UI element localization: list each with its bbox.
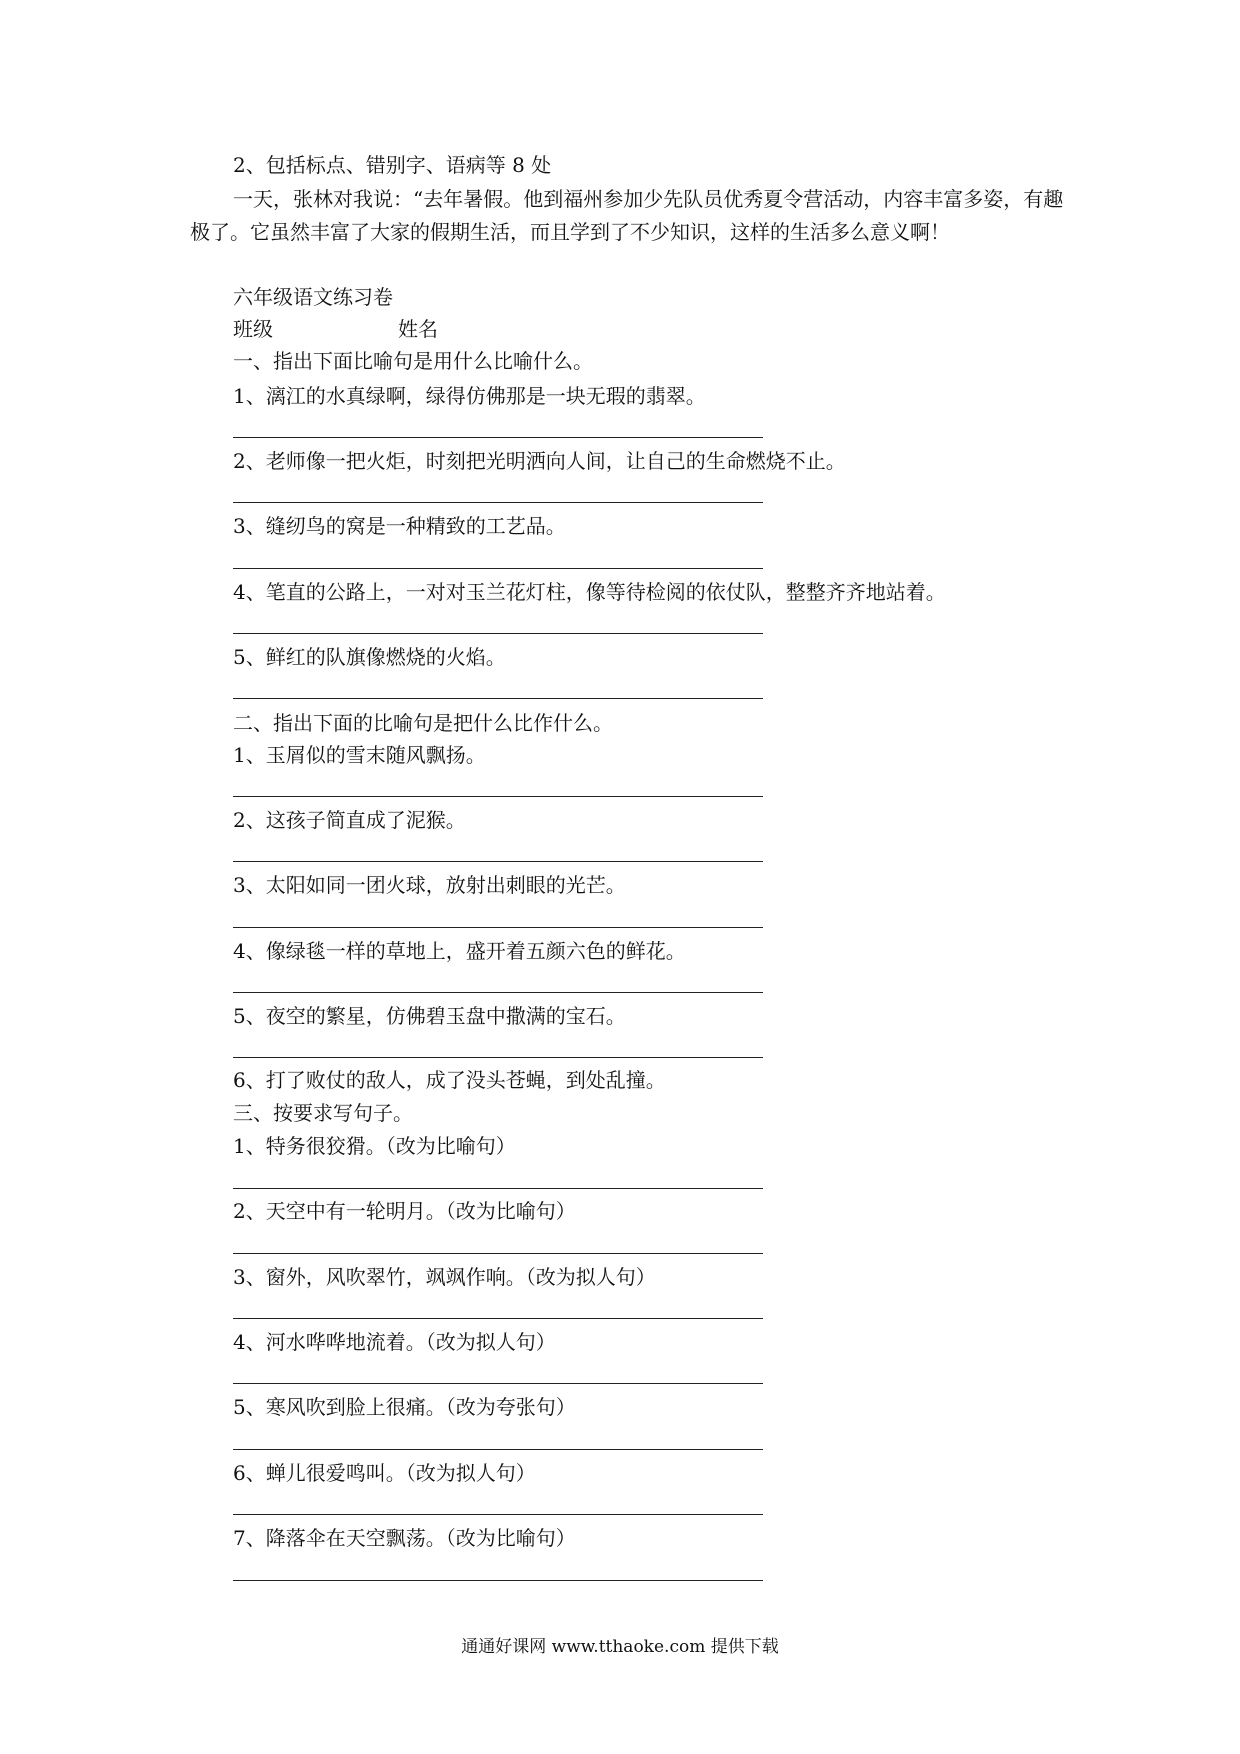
answer-line[interactable] (233, 1318, 763, 1319)
section-3-item-6: 6、蝉儿很爱鸣叫。（改为拟人句） (233, 1461, 536, 1485)
section-2-heading: 二、指出下面的比喻句是把什么比作什么。 (233, 711, 613, 735)
section-2-item-5: 5、夜空的繁星，仿佛碧玉盘中撒满的宝石。 (233, 1004, 626, 1028)
section-3-item-2: 2、天空中有一轮明月。（改为比喻句） (233, 1199, 576, 1223)
answer-line[interactable] (233, 1253, 763, 1254)
section-3-item-7: 7、降落伞在天空飘荡。（改为比喻句） (233, 1526, 576, 1550)
section-1-item-4: 4、笔直的公路上，一对对玉兰花灯柱，像等待检阅的依仗队，整整齐齐地站着。 (233, 580, 946, 604)
answer-line[interactable] (233, 568, 763, 569)
section-3-item-4: 4、河水哗哗地流着。（改为拟人句） (233, 1330, 556, 1354)
answer-line[interactable] (233, 1580, 763, 1581)
section-2-item-1: 1、玉屑似的雪末随风飘扬。 (233, 743, 486, 767)
worksheet-title: 六年级语文练习卷 (233, 285, 393, 309)
section-2-item-2: 2、这孩子简直成了泥猴。 (233, 808, 466, 832)
answer-line[interactable] (233, 1449, 763, 1450)
answer-line[interactable] (233, 437, 763, 438)
correction-paragraph-text: 一天，张林对我说：“去年暑假。他到福州参加少先队员优秀夏令营活动，内容丰富多姿，有趣极了。它虽然丰富了大家的假期生活，而且学到了不少知识，这样的生活多么意义啊！ (190, 187, 1064, 244)
section-2-item-3: 3、太阳如同一团火球，放射出刺眼的光芒。 (233, 873, 626, 897)
section-1-item-1: 1、漓江的水真绿啊，绿得仿佛那是一块无瑕的翡翠。 (233, 384, 706, 408)
answer-line[interactable] (233, 1057, 763, 1058)
section-3-item-3: 3、窗外，风吹翠竹，飒飒作响。（改为拟人句） (233, 1265, 656, 1289)
section-3-heading: 三、按要求写句子。 (233, 1101, 413, 1125)
answer-line[interactable] (233, 1514, 763, 1515)
section-1-item-2: 2、老师像一把火炬，时刻把光明洒向人间，让自己的生命燃烧不止。 (233, 449, 846, 473)
section-1-item-3: 3、缝纫鸟的窝是一种精致的工艺品。 (233, 514, 566, 538)
answer-line[interactable] (233, 861, 763, 862)
section-2-item-6: 6、打了败仗的敌人，成了没头苍蝇，到处乱撞。 (233, 1068, 666, 1092)
section-1-heading: 一、指出下面比喻句是用什么比喻什么。 (233, 349, 593, 373)
name-label: 姓名 (398, 317, 438, 341)
answer-line[interactable] (233, 698, 763, 699)
correction-paragraph (190, 183, 1070, 249)
answer-line[interactable] (233, 796, 763, 797)
section-3-item-1: 1、特务很狡猾。（改为比喻句） (233, 1134, 516, 1158)
answer-line[interactable] (233, 502, 763, 503)
section-2-item-4: 4、像绿毯一样的草地上，盛开着五颜六色的鲜花。 (233, 939, 686, 963)
answer-line[interactable] (233, 633, 763, 634)
answer-line[interactable] (233, 1188, 763, 1189)
answer-line[interactable] (233, 927, 763, 928)
page-footer: 通通好课网 www.tthaoke.com 提供下载 (461, 1637, 779, 1657)
class-label: 班级 (233, 317, 273, 341)
item-2-text: 2、包括标点、错别字、语病等 8 处 (233, 153, 552, 177)
answer-line[interactable] (233, 1383, 763, 1384)
answer-line[interactable] (233, 992, 763, 993)
section-1-item-5: 5、鲜红的队旗像燃烧的火焰。 (233, 645, 506, 669)
section-3-item-5: 5、寒风吹到脸上很痛。（改为夸张句） (233, 1395, 576, 1419)
